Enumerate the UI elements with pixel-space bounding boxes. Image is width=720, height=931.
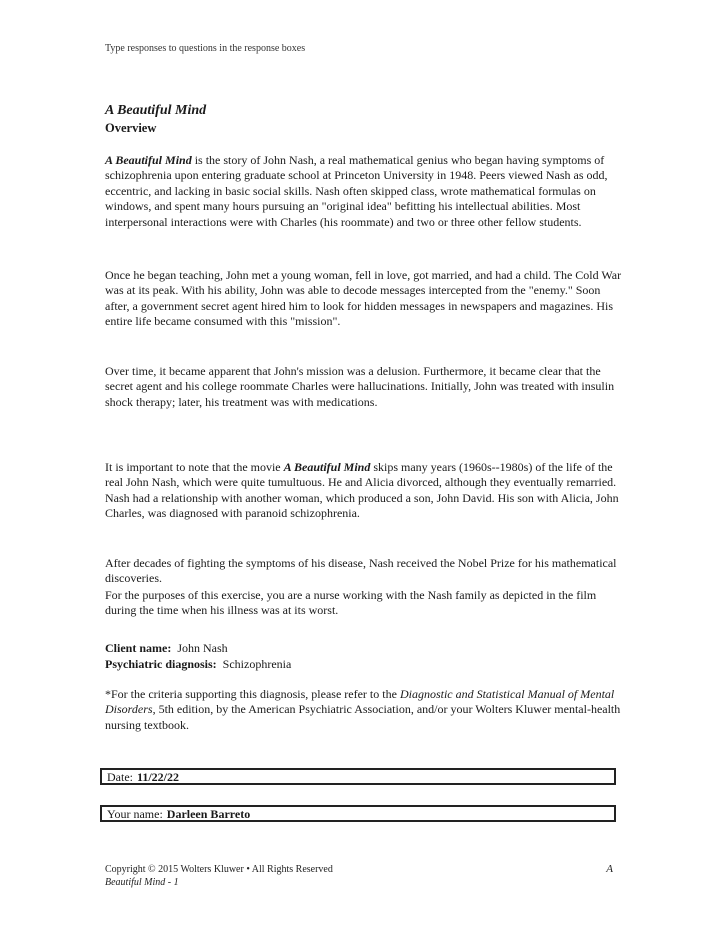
- paragraph-history-post: skips many years (1960s--1980s) of the life of the real John Nash, which were quite tumultuous. He and Alicia divorced, although they eventually remarried. Nash had a relationship with another woman, which produced a son, John David. His son with Alicia, John Charles, was diagnosed with paranoid schizophrenia.: [105, 460, 619, 521]
- criteria-note: [105, 687, 625, 733]
- dsm-title: Diagnostic and Statistical Manual of Mental Disorders: [105, 687, 615, 717]
- date-label: Date:: [107, 769, 133, 784]
- paragraph-history: [105, 460, 625, 522]
- footer-right-label: A: [606, 863, 613, 875]
- date-response-box[interactable]: [100, 768, 616, 785]
- diagnosis-row: [105, 656, 291, 672]
- paragraph-history-pre: It is important to note that the movie: [105, 460, 284, 474]
- diagnosis-value: Schizophrenia: [222, 657, 292, 671]
- copyright-text: Copyright © 2015 Wolters Kluwer • All Rights Reserved: [105, 864, 333, 875]
- paragraph-intro-text: is the story of John Nash, a real mathematical genius who began having symptoms of schizophrenia upon entering graduate school at Princeton University in 1948. Peers viewed Nash as odd, eccentric, and lacking in basic social skills. Nash often skipped class, wrote mathematical formulas on windows, and spent many hours pursuing an "original idea" befitting his intellectual abilities. Most interpersonal interactions were with Charles (his roommate) and two or three other fellow students.: [105, 153, 608, 229]
- paragraph-nobel: After decades of fighting the symptoms of his disease, Nash received the Nobel Prize for his mathematical discoveries.: [105, 556, 617, 586]
- paragraph-delusion: Over time, it became apparent that John's mission was a delusion. Furthermore, it became clear that the secret agent and his college roommate Charles were hallucinations. Initially, John was treated with insulin shock therapy; later, his treatment was with medications.: [105, 364, 615, 409]
- page-footer: [105, 863, 613, 889]
- diagnosis-label: Psychiatric diagnosis:: [105, 657, 217, 671]
- client-name-value: John Nash: [177, 641, 228, 655]
- name-response-box[interactable]: [100, 805, 616, 822]
- footer-page-label: Beautiful Mind - 1: [105, 877, 179, 888]
- paragraph-mission: Once he began teaching, John met a young woman, fell in love, got married, and had a child. The Cold War was at its peak. With his ability, John was able to decode messages intercepted from the "enemy." Soon after, a government secret agent hired him to look for hidden messages in newspapers and magazines. His entire life became consumed with this "mission".: [105, 268, 622, 329]
- client-name-label: Client name:: [105, 641, 172, 655]
- date-value: 11/22/22: [137, 769, 180, 784]
- your-name-label: Your name:: [107, 806, 163, 821]
- document-title: A Beautiful Mind: [105, 103, 207, 118]
- client-name-row: [105, 640, 291, 656]
- paragraph-intro: [105, 153, 625, 230]
- instructions-note: Type responses to questions in the response boxes: [105, 43, 306, 54]
- criteria-pre: *For the criteria supporting this diagnosis, please refer to the: [105, 687, 400, 701]
- section-heading-overview: Overview: [105, 121, 157, 135]
- criteria-post: , 5th edition, by the American Psychiatric Association, and/or your Wolters Kluwer mental-health nursing textbook.: [105, 702, 621, 732]
- film-title-emphasis: A Beautiful Mind: [105, 153, 192, 167]
- your-name-value: Darleen Barreto: [166, 806, 251, 821]
- paragraph-exercise: For the purposes of this exercise, you are a nurse working with the Nash family as depicted in the film during the time when his illness was at its worst.: [105, 588, 597, 618]
- client-info: [105, 640, 291, 672]
- film-title-emphasis: A Beautiful Mind: [283, 460, 371, 474]
